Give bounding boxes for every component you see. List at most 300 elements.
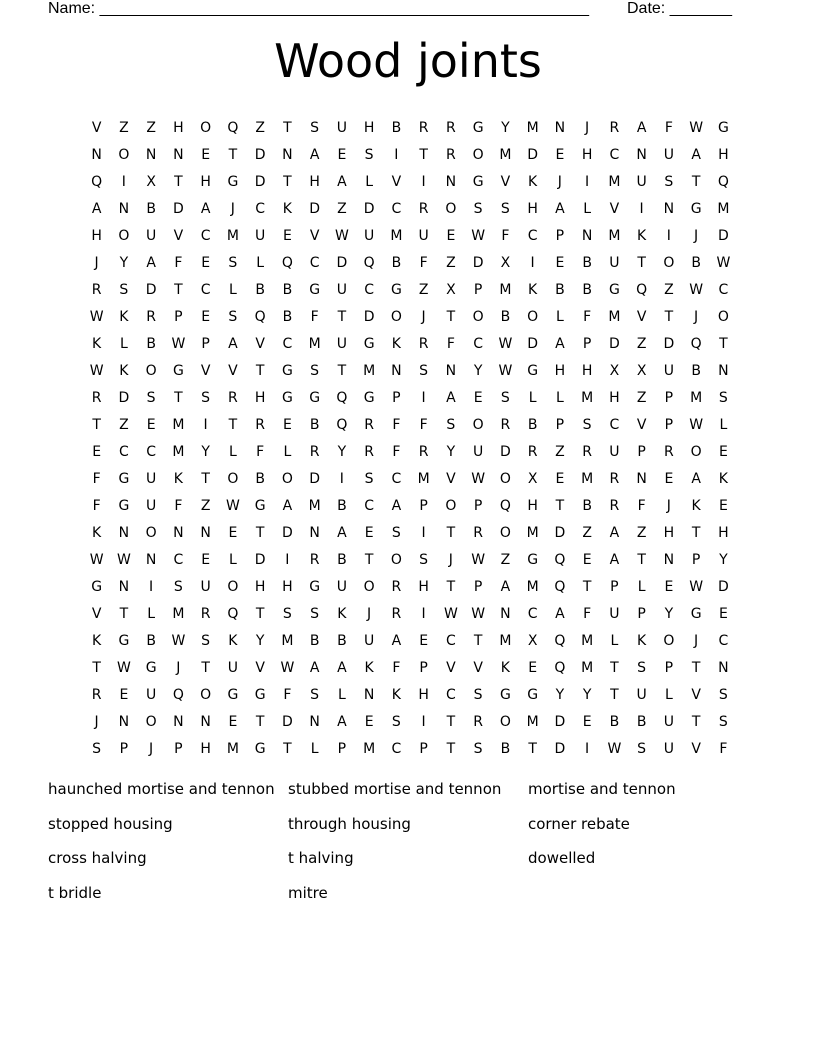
grid-letter: Z <box>582 524 592 541</box>
word-list <box>48 780 768 918</box>
grid-letter: B <box>500 740 511 757</box>
grid-letter: U <box>146 470 157 487</box>
grid-letter: T <box>174 173 183 190</box>
grid-letter: H <box>200 740 211 757</box>
grid-letter: E <box>282 416 292 433</box>
grid-letter: I <box>639 200 644 217</box>
grid-letter: T <box>337 308 347 325</box>
grid-letter: M <box>581 470 594 487</box>
grid-letter: Y <box>719 551 728 568</box>
grid-letter: Y <box>446 443 456 460</box>
grid-letter: D <box>363 308 375 325</box>
grid-letter: A <box>309 146 320 163</box>
grid-letter: U <box>336 335 347 352</box>
grid-letter: T <box>446 308 456 325</box>
grid-letter: X <box>609 362 620 379</box>
grid-letter: O <box>145 362 157 379</box>
grid-letter: E <box>664 578 674 595</box>
puzzle-title: Wood joints <box>274 34 542 88</box>
grid-letter: B <box>146 335 156 352</box>
grid-letter: Z <box>418 281 429 298</box>
grid-letter: D <box>554 740 566 757</box>
grid-letter: S <box>419 362 429 379</box>
grid-letter: G <box>227 173 239 190</box>
grid-letter: Z <box>555 443 565 460</box>
grid-letter: S <box>419 551 429 568</box>
grid-letter: Z <box>636 389 647 406</box>
grid-letter: Q <box>363 254 375 271</box>
grid-letter: H <box>718 146 729 163</box>
grid-letter: J <box>176 659 181 676</box>
grid-letter: C <box>146 443 157 460</box>
grid-letter: K <box>228 632 238 649</box>
grid-letter: V <box>91 119 102 136</box>
grid-row <box>83 708 743 735</box>
grid-letter: F <box>283 686 292 703</box>
grid-letter: C <box>255 200 266 217</box>
grid-letter: Z <box>664 281 674 298</box>
grid-letter: G <box>472 173 484 190</box>
grid-letter: L <box>365 173 374 190</box>
grid-letter: C <box>609 416 620 433</box>
grid-letter: D <box>499 443 511 460</box>
grid-letter: L <box>283 443 292 460</box>
grid-letter: C <box>173 551 184 568</box>
grid-letter: V <box>228 362 238 379</box>
grid-letter: G <box>527 362 539 379</box>
grid-letter: K <box>391 686 401 703</box>
grid-letter: C <box>718 632 729 649</box>
grid-letter: M <box>172 605 185 622</box>
grid-letter: R <box>473 713 483 730</box>
grid-row <box>83 330 743 357</box>
grid-letter: G <box>363 389 375 406</box>
grid-letter: Y <box>473 362 483 379</box>
grid-letter: F <box>392 416 401 433</box>
grid-letter: W <box>689 119 704 136</box>
grid-letter: E <box>582 713 592 730</box>
grid-letter: O <box>200 119 212 136</box>
grid-letter: J <box>94 254 99 271</box>
grid-letter: O <box>663 254 675 271</box>
grid-letter: B <box>555 281 565 298</box>
grid-letter: O <box>118 227 130 244</box>
grid-row <box>83 735 743 762</box>
grid-letter: J <box>421 308 426 325</box>
grid-letter: M <box>526 119 539 136</box>
grid-letter: G <box>118 497 130 514</box>
grid-letter: R <box>446 119 456 136</box>
grid-letter: D <box>554 524 566 541</box>
grid-letter: T <box>255 713 265 730</box>
grid-letter: R <box>609 119 620 136</box>
grid-letter: R <box>255 416 265 433</box>
grid-letter: C <box>309 254 320 271</box>
grid-letter: Q <box>554 551 566 568</box>
grid-letter: P <box>664 659 674 676</box>
grid-letter: S <box>364 470 374 487</box>
grid-letter: S <box>664 173 674 190</box>
word-list-item: dowelled <box>528 849 596 867</box>
grid-letter: F <box>446 335 455 352</box>
grid-letter: M <box>308 497 321 514</box>
grid-letter: F <box>92 470 101 487</box>
grid-letter: N <box>718 659 729 676</box>
grid-letter: K <box>119 362 129 379</box>
grid-letter: L <box>528 389 537 406</box>
grid-letter: T <box>255 524 265 541</box>
grid-letter: O <box>200 686 212 703</box>
grid-letter: T <box>582 578 592 595</box>
grid-letter: Z <box>119 119 129 136</box>
grid-letter: H <box>173 119 184 136</box>
grid-letter: C <box>200 281 211 298</box>
grid-row <box>83 627 743 654</box>
grid-letter: K <box>337 605 347 622</box>
grid-letter: H <box>418 578 429 595</box>
grid-letter: O <box>145 713 157 730</box>
grid-letter: M <box>526 713 539 730</box>
grid-letter: S <box>228 308 238 325</box>
grid-letter: W <box>334 227 349 244</box>
grid-letter: U <box>364 227 375 244</box>
grid-letter: F <box>419 416 428 433</box>
grid-letter: D <box>717 578 729 595</box>
grid-letter: K <box>92 632 102 649</box>
grid-row <box>83 357 743 384</box>
grid-letter: V <box>446 659 456 676</box>
grid-letter: T <box>92 416 101 433</box>
grid-letter: M <box>581 389 594 406</box>
grid-letter: E <box>419 632 429 649</box>
grid-letter: H <box>254 578 266 595</box>
grid-letter: R <box>609 497 620 514</box>
grid-letter: U <box>473 443 484 460</box>
grid-letter: P <box>473 497 483 514</box>
word-list-item: mitre <box>288 883 328 902</box>
grid-letter: L <box>555 389 564 406</box>
grid-letter: H <box>91 227 102 244</box>
grid-letter: Y <box>582 686 592 703</box>
grid-letter: M <box>308 335 321 352</box>
grid-letter: L <box>555 308 564 325</box>
grid-letter: J <box>694 308 699 325</box>
grid-letter: K <box>637 632 647 649</box>
grid-letter: X <box>527 632 538 649</box>
grid-letter: B <box>582 281 592 298</box>
grid-letter: P <box>610 578 619 595</box>
grid-letter: V <box>500 173 511 190</box>
grid-letter: A <box>200 200 211 217</box>
grid-letter: S <box>718 389 728 406</box>
grid-letter: H <box>663 524 675 541</box>
grid-row <box>83 276 743 303</box>
grid-letter: L <box>610 632 619 649</box>
grid-letter: B <box>146 632 156 649</box>
grid-letter: U <box>663 713 674 730</box>
grid-letter: A <box>636 119 647 136</box>
grid-letter: I <box>421 173 426 190</box>
grid-row <box>83 141 743 168</box>
grid-letter: H <box>363 119 375 136</box>
grid-letter: S <box>310 362 320 379</box>
grid-letter: T <box>446 740 456 757</box>
grid-letter: J <box>367 605 372 622</box>
grid-letter: M <box>499 146 512 163</box>
grid-letter: S <box>637 740 647 757</box>
grid-letter: E <box>718 497 728 514</box>
grid-letter: V <box>255 659 265 676</box>
grid-letter: R <box>200 605 211 622</box>
grid-letter: D <box>145 281 157 298</box>
grid-letter: S <box>391 524 401 541</box>
grid-letter: G <box>690 200 702 217</box>
grid-letter: R <box>473 524 483 541</box>
grid-letter: Z <box>636 524 647 541</box>
grid-letter: G <box>499 686 511 703</box>
grid-letter: S <box>119 281 129 298</box>
grid-letter: G <box>281 362 293 379</box>
grid-letter: E <box>119 686 129 703</box>
grid-letter: M <box>172 416 185 433</box>
grid-letter: E <box>582 551 592 568</box>
word-list-item: mortise and tennon <box>528 780 676 798</box>
grid-letter: A <box>555 605 565 622</box>
grid-letter: F <box>92 497 101 514</box>
grid-letter: A <box>691 146 701 163</box>
grid-letter: D <box>717 227 729 244</box>
grid-letter: K <box>282 200 292 217</box>
grid-letter: B <box>337 497 347 514</box>
grid-row <box>83 168 743 195</box>
grid-letter: C <box>118 443 129 460</box>
grid-letter: A <box>446 389 456 406</box>
grid-letter: U <box>364 632 375 649</box>
grid-letter: I <box>203 416 208 433</box>
grid-letter: P <box>419 497 428 514</box>
grid-letter: B <box>282 308 293 325</box>
grid-letter: M <box>281 632 294 649</box>
grid-letter: S <box>364 146 374 163</box>
grid-letter: Q <box>91 173 103 190</box>
word-list-item: cross halving <box>48 849 147 867</box>
grid-letter: W <box>171 335 186 352</box>
grid-letter: F <box>583 308 592 325</box>
grid-letter: W <box>716 254 731 271</box>
grid-letter: D <box>281 524 293 541</box>
grid-letter: V <box>446 470 456 487</box>
grid-letter: B <box>146 200 156 217</box>
grid-letter: H <box>527 200 538 217</box>
grid-letter: M <box>717 200 730 217</box>
grid-letter: R <box>146 308 156 325</box>
grid-letter: G <box>309 389 321 406</box>
grid-letter: R <box>527 443 538 460</box>
grid-letter: S <box>637 659 647 676</box>
grid-letter: X <box>500 254 511 271</box>
grid-letter: K <box>637 227 647 244</box>
grid-letter: Y <box>119 254 129 271</box>
grid-letter: T <box>446 578 456 595</box>
grid-letter: K <box>173 470 183 487</box>
grid-letter: E <box>664 470 674 487</box>
grid-letter: Z <box>500 551 511 568</box>
grid-letter: E <box>718 605 728 622</box>
grid-letter: U <box>255 227 266 244</box>
grid-letter: A <box>691 470 701 487</box>
grid-letter: E <box>201 551 211 568</box>
grid-letter: D <box>527 335 539 352</box>
grid-letter: W <box>280 659 295 676</box>
grid-letter: G <box>472 119 484 136</box>
grid-letter: V <box>255 335 265 352</box>
grid-letter: X <box>527 470 538 487</box>
grid-letter: V <box>473 659 483 676</box>
grid-letter: R <box>418 335 429 352</box>
grid-letter: H <box>282 578 293 595</box>
grid-letter: A <box>500 578 511 595</box>
grid-letter: W <box>471 605 486 622</box>
grid-letter: U <box>609 605 620 622</box>
grid-letter: E <box>364 713 374 730</box>
grid-letter: U <box>636 686 647 703</box>
grid-letter: P <box>637 605 646 622</box>
grid-letter: F <box>419 254 428 271</box>
grid-letter: P <box>555 416 565 433</box>
grid-letter: N <box>581 227 593 244</box>
grid-letter: B <box>527 416 538 433</box>
grid-letter: N <box>445 362 457 379</box>
grid-letter: T <box>255 362 265 379</box>
word-list-item: stubbed mortise and tennon <box>288 780 502 798</box>
grid-letter: S <box>500 200 510 217</box>
grid-letter: F <box>664 119 673 136</box>
grid-letter: A <box>555 335 565 352</box>
grid-letter: U <box>336 119 347 136</box>
grid-letter: B <box>337 632 347 649</box>
grid-letter: T <box>691 173 701 190</box>
grid-letter: T <box>283 740 292 757</box>
grid-letter: T <box>610 686 619 703</box>
grid-letter: B <box>309 416 320 433</box>
grid-letter: Q <box>554 578 566 595</box>
grid-letter: C <box>282 335 293 352</box>
grid-letter: S <box>228 254 238 271</box>
grid-letter: R <box>309 551 320 568</box>
grid-letter: V <box>636 308 647 325</box>
grid-letter: H <box>581 146 593 163</box>
grid-letter: P <box>473 281 483 298</box>
grid-letter: W <box>225 497 240 514</box>
grid-letter: R <box>91 281 102 298</box>
grid-letter: F <box>392 659 401 676</box>
grid-letter: Q <box>336 389 348 406</box>
grid-letter: Q <box>254 308 266 325</box>
grid-letter: I <box>339 470 344 487</box>
grid-row <box>83 438 743 465</box>
grid-row <box>83 573 743 600</box>
grid-letter: M <box>363 362 376 379</box>
grid-letter: N <box>118 578 130 595</box>
grid-letter: I <box>121 173 126 190</box>
grid-row <box>83 303 743 330</box>
word-list-item: t halving <box>288 849 354 867</box>
grid-letter: T <box>419 146 428 163</box>
grid-letter: D <box>254 146 266 163</box>
grid-letter: L <box>256 254 265 271</box>
grid-letter: C <box>364 497 375 514</box>
grid-letter: K <box>691 497 701 514</box>
grid-letter: C <box>527 227 538 244</box>
grid-letter: S <box>446 416 456 433</box>
grid-letter: K <box>364 659 374 676</box>
grid-letter: W <box>171 632 186 649</box>
word-list-item: haunched mortise and tennon <box>48 780 275 798</box>
grid-letter: R <box>609 470 620 487</box>
grid-letter: B <box>282 281 293 298</box>
grid-letter: M <box>172 443 185 460</box>
grid-letter: T <box>283 173 292 190</box>
grid-letter: T <box>174 281 183 298</box>
grid-letter: E <box>146 416 156 433</box>
grid-letter: O <box>527 308 539 325</box>
grid-letter: M <box>608 308 621 325</box>
grid-letter: K <box>500 659 510 676</box>
grid-row <box>83 384 743 411</box>
grid-letter: W <box>607 740 622 757</box>
grid-letter: E <box>473 389 483 406</box>
grid-letter: P <box>473 578 483 595</box>
grid-letter: L <box>664 686 673 703</box>
grid-letter: J <box>94 713 99 730</box>
grid-letter: H <box>418 686 429 703</box>
grid-letter: N <box>391 362 402 379</box>
grid-letter: M <box>226 227 239 244</box>
grid-letter: L <box>228 281 237 298</box>
grid-letter: E <box>555 470 565 487</box>
grid-letter: Z <box>255 119 265 136</box>
grid-letter: S <box>92 740 102 757</box>
grid-letter: X <box>146 173 156 190</box>
grid-letter: Y <box>255 632 265 649</box>
grid-letter: T <box>201 470 210 487</box>
grid-letter: K <box>391 335 401 352</box>
grid-letter: Z <box>146 119 156 136</box>
grid-letter: K <box>92 524 102 541</box>
grid-letter: N <box>663 200 675 217</box>
grid-letter: Z <box>337 200 347 217</box>
word-list-row <box>48 849 768 884</box>
grid-letter: D <box>118 389 130 406</box>
grid-letter: O <box>663 632 675 649</box>
grid-letter: O <box>445 200 457 217</box>
grid-letter: K <box>528 281 538 298</box>
grid-letter: W <box>89 551 104 568</box>
grid-letter: U <box>663 146 674 163</box>
grid-letter: R <box>446 146 456 163</box>
grid-letter: T <box>664 308 674 325</box>
grid-letter: E <box>228 524 238 541</box>
grid-letter: O <box>690 443 702 460</box>
grid-letter: T <box>528 740 537 757</box>
grid-letter: Q <box>554 632 566 649</box>
grid-letter: E <box>282 227 292 244</box>
grid-letter: G <box>309 578 321 595</box>
grid-letter: T <box>119 605 129 622</box>
grid-letter: S <box>473 200 483 217</box>
grid-letter: B <box>636 713 647 730</box>
grid-letter: S <box>310 686 320 703</box>
